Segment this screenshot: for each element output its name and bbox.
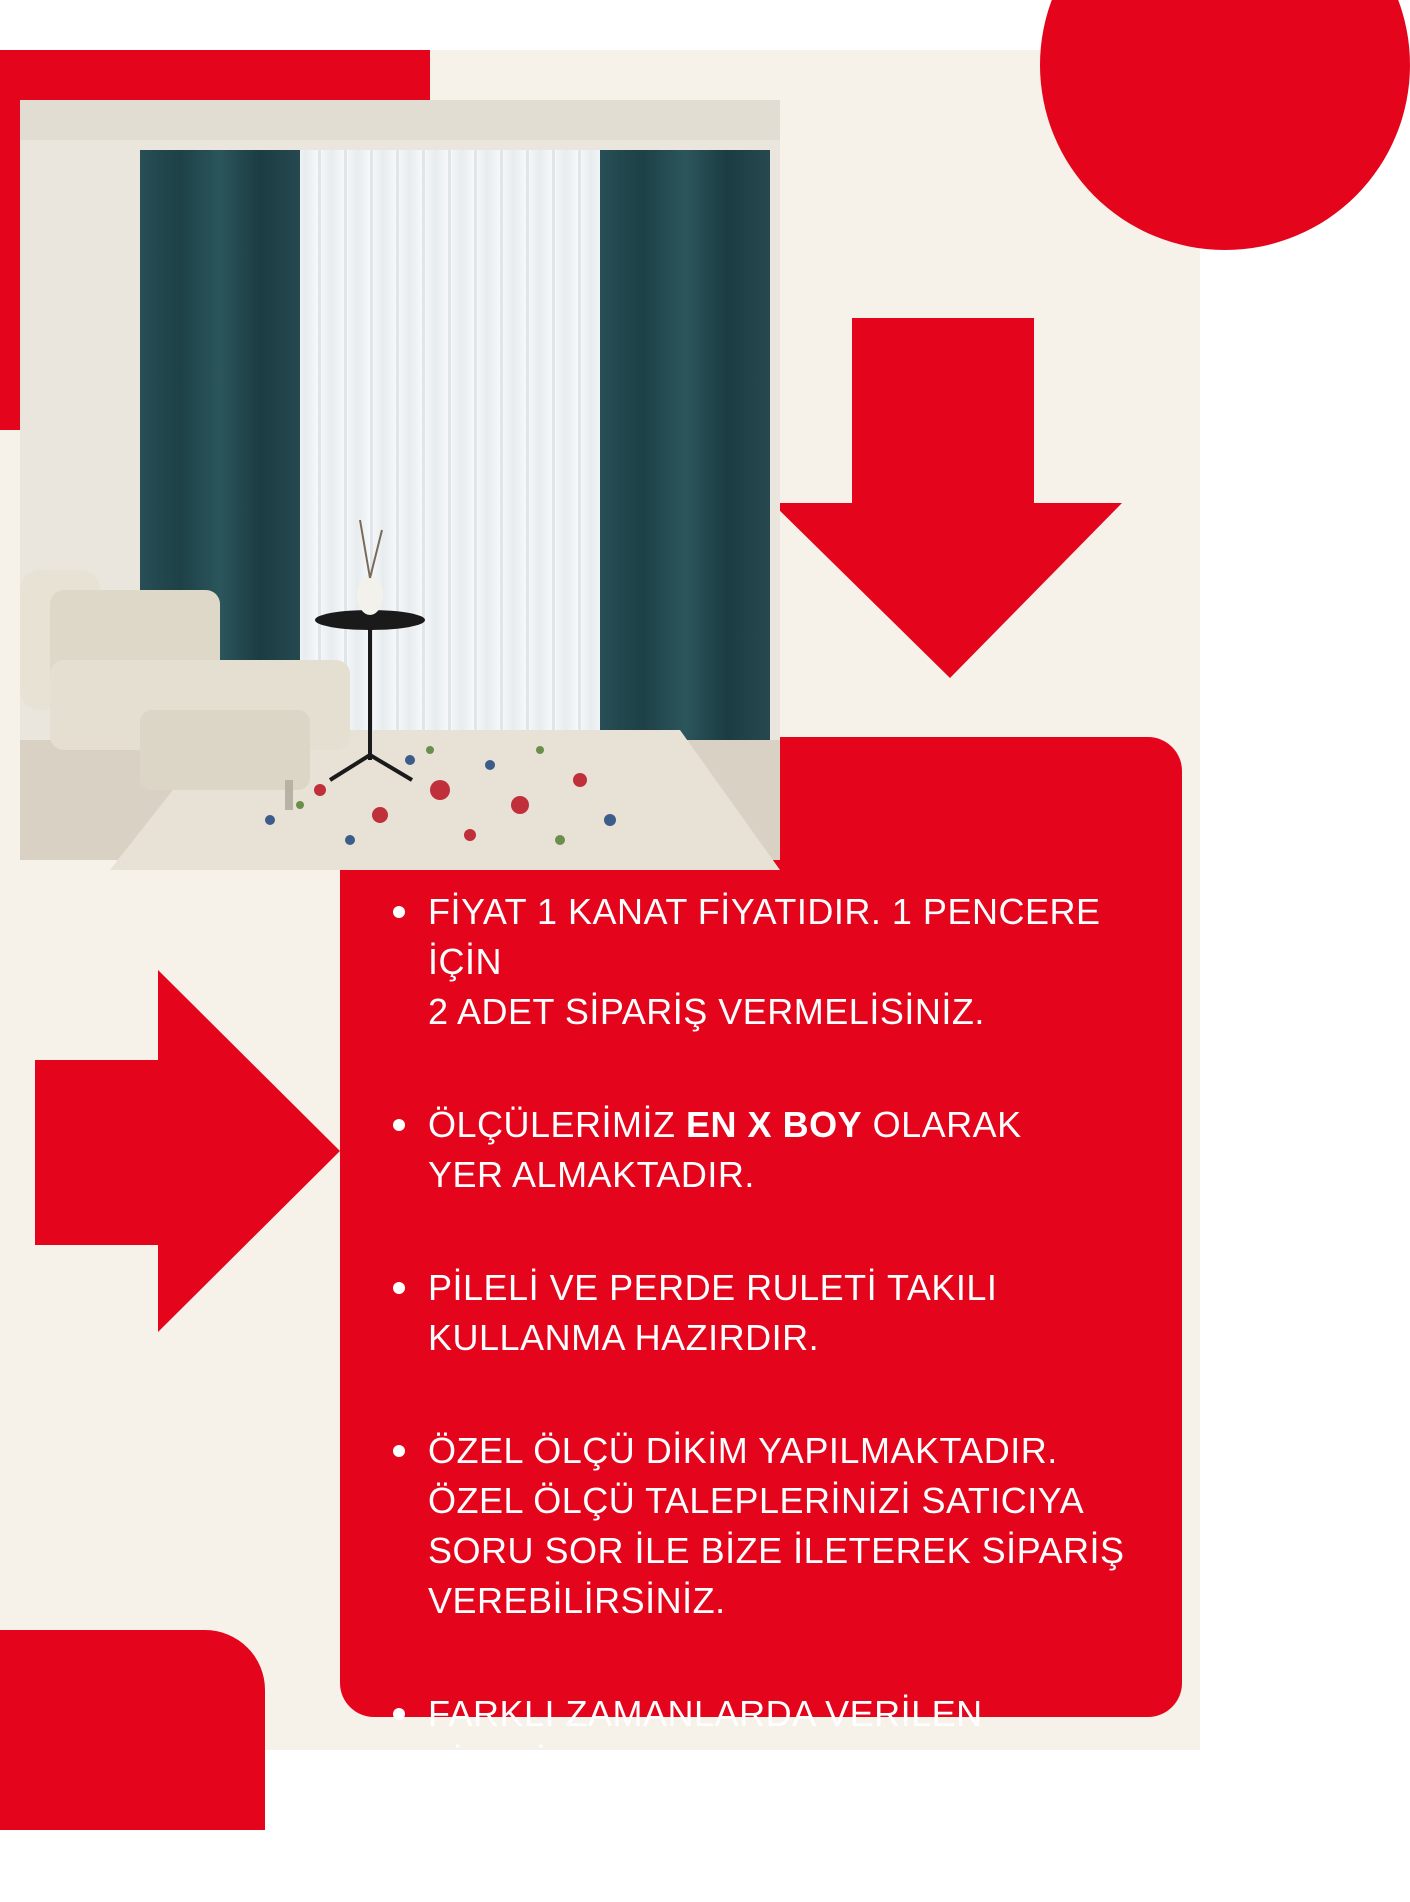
info-item-text: ÖZEL ÖLÇÜ DİKİM YAPILMAKTADIR. ÖZEL ÖLÇÜ TALEPLERİNİZİ SATICIYA SORU SOR İLE BİZE İLETEREK SİPARİŞ VEREBİLİRSİNİZ. — [428, 1430, 1125, 1621]
info-item-text: FİYAT 1 KANAT FİYATIDIR. 1 PENCERE İÇİN 2 ADET SİPARİŞ VERMELİSİNİZ. — [428, 891, 1101, 1032]
poster-canvas — [0, 50, 1200, 1834]
info-item-text: OLARAK YER ALMAKTADIR. — [428, 1104, 1022, 1195]
info-item-tone-difference — [388, 1689, 1168, 1839]
info-item-text: FARKLI ZAMANLARDA VERİLEN SİPARİŞLERDE TON FARKI OLABİLMEKTEDİR. — [428, 1693, 983, 1834]
info-list — [388, 887, 1168, 1902]
arrow-down-icon — [772, 318, 1124, 678]
info-item-custom-size — [388, 1426, 1168, 1626]
info-item-ready-to-use — [388, 1263, 1168, 1363]
info-item-text: PİLELİ VE PERDE RULETİ TAKILI KULLANMA HAZIRDIR. — [428, 1267, 998, 1358]
arrow-right-icon — [35, 970, 350, 1332]
info-item-price-note — [388, 887, 1168, 1037]
decorative-red-circle-top-right — [1040, 0, 1410, 250]
info-item-text: ÖLÇÜLERİMİZ — [428, 1104, 687, 1145]
info-panel — [340, 737, 1182, 1834]
info-item-measurements — [388, 1100, 1168, 1200]
info-item-bold-text: EN X BOY — [686, 1104, 863, 1145]
product-photo — [20, 100, 780, 860]
decorative-red-shape-bottom-left — [0, 1630, 265, 1830]
